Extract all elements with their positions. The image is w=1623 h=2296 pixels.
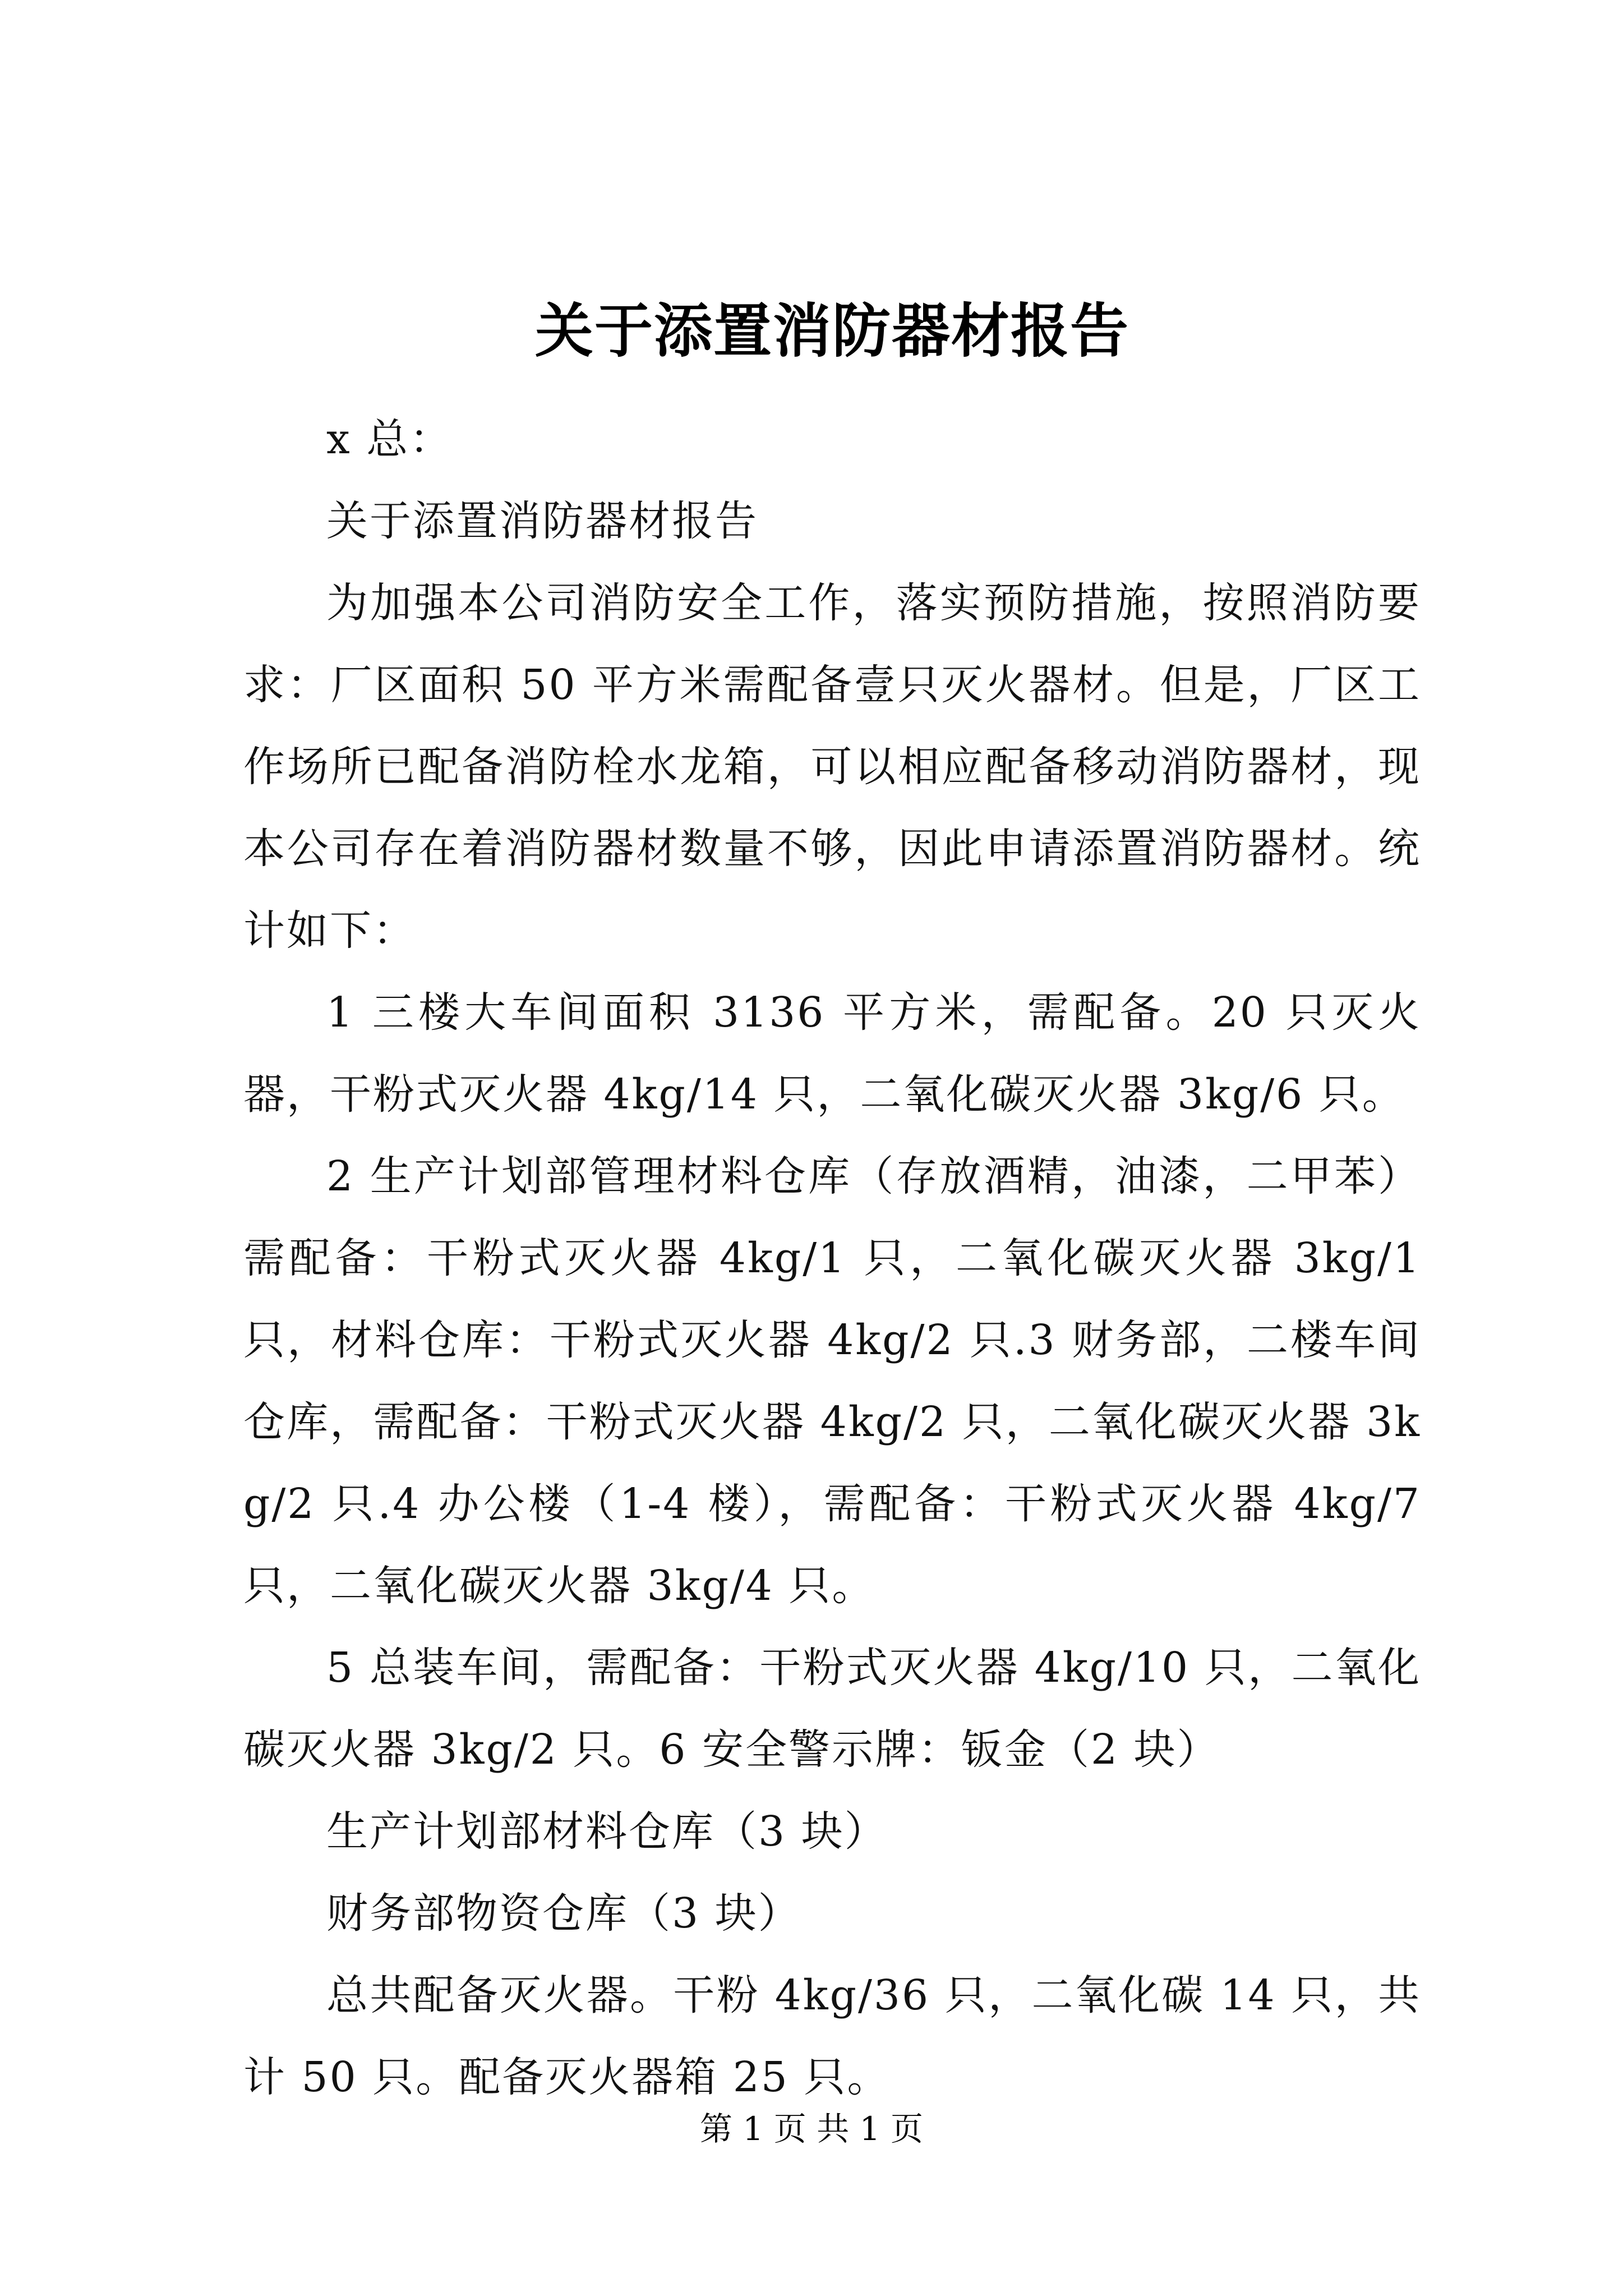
paragraph-item-1: 1 三楼大车间面积 3136 平方米，需配备。20 只灭火器，干粉式灭火器 4kg/14 只，二氧化碳灭火器 3kg/6 只。 [243, 988, 1421, 1119]
document-body [243, 269, 1421, 2118]
paragraph-sign-finance-warehouse: 财务部物资仓库（3 块） [326, 1889, 801, 1938]
paragraph-total: 总共配备灭火器。干粉 4kg/36 只，二氧化碳 14 只，共计 50 只。配备灭火器箱 25 只。 [243, 1971, 1421, 2101]
paragraph-items-5-6: 5 总装车间，需配备：干粉式灭火器 4kg/10 只，二氧化碳灭火器 3kg/2 只。6 安全警示牌：钣金（2 块） [243, 1644, 1421, 1774]
page-number-footer: 第 1 页 共 1 页 [700, 2110, 923, 2148]
paragraph-sign-material-warehouse: 生产计划部材料仓库（3 块） [326, 1807, 888, 1856]
paragraph-items-2-4: 2 生产计划部管理材料仓库（存放酒精，油漆，二甲苯）需配备：干粉式灭火器 4kg/1 只，二氧化碳灭火器 3kg/1 只，材料仓库：干粉式灭火器 4kg/2 只.3 财务部，二楼车间仓库，需配备：干粉式灭火器 4kg/2 只，二氧化碳灭火器 3kg/2 只.4 办公楼（1-4 楼），需配备：干粉式灭火器 4kg/7 只，二氧化碳灭火器 3kg/4 只。 [243, 1152, 1421, 1610]
document-title: 关于添置消防器材报告 [534, 296, 1129, 365]
salutation: x 总： [326, 415, 453, 463]
paragraph-intro: 为加强本公司消防安全工作，落实预防措施，按照消防要求：厂区面积 50 平方米需配备壹只灭火器材。但是，厂区工作场所已配备消防栓水龙箱，可以相应配备移动消防器材，现本公司存在着消防器材数量不够，因此申请添置消防器材。统计如下： [243, 579, 1421, 955]
paragraph-subject: 关于添置消防器材报告 [326, 497, 758, 545]
